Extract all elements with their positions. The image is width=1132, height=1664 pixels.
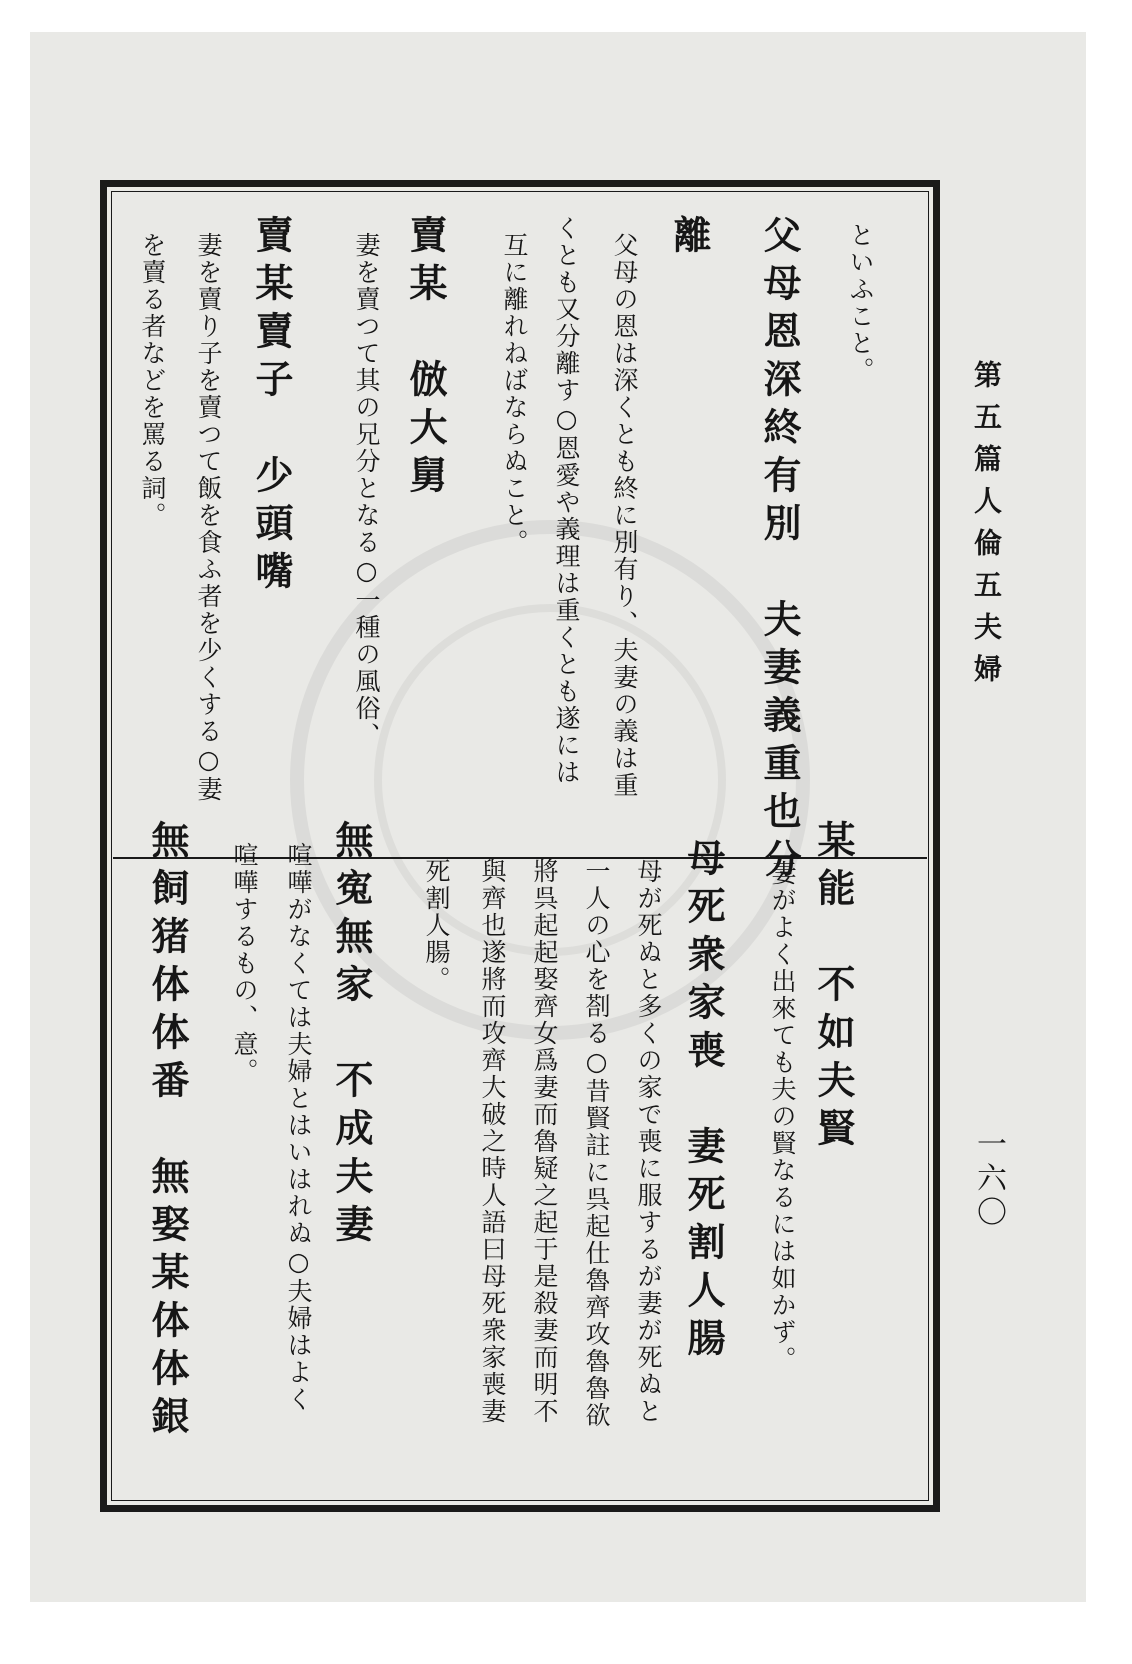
lower-col-8: 死割人腸。: [422, 858, 451, 993]
upper-col-3: 離: [667, 215, 712, 263]
lower-col-4: 母が死ぬと多くの家で喪に服するが妻が死ぬと: [634, 858, 663, 1425]
lower-col-9: 無寃無家 不成夫妻: [329, 820, 374, 1252]
lower-col-3: 母死衆家喪 妻死割人腸: [681, 838, 726, 1366]
running-header: 第五篇人倫五夫婦: [970, 360, 1003, 696]
lower-col-7: 與齊也遂將而攻齊大破之時人語曰母死衆家喪妻: [478, 858, 507, 1425]
lower-col-1: 某能 不如夫賢: [811, 820, 856, 1156]
page-number: 一六〇: [971, 1128, 1006, 1230]
upper-col-5: くとも又分離す○恩愛や義理は重くとも遂には: [552, 215, 581, 786]
lower-col-6: 將呉起起娶齊女爲妻而魯疑之起于是殺妻而明不: [530, 858, 559, 1425]
upper-col-11: を賣る者などを罵る詞。: [138, 232, 167, 529]
upper-col-9: 賣某賣子 少頭嘴: [249, 215, 294, 599]
lower-col-11: 喧嘩するもの、意。: [230, 842, 259, 1085]
upper-col-2: 父母恩深終有別 夫妻義重也分: [757, 215, 802, 887]
lower-col-2: 妻がよく出來ても夫の賢なるには如かず。: [768, 860, 797, 1373]
upper-col-6: 互に離れねばならぬこと。: [500, 232, 529, 556]
upper-col-4: 父母の恩は深くとも終に別有り、夫妻の義は重: [610, 232, 639, 799]
lower-col-10: 喧嘩がなくては夫婦とはいはれぬ○夫婦はよく: [284, 842, 313, 1413]
upper-col-8: 妻を賣つて其の兄分となる○一種の風俗、: [352, 232, 381, 749]
lower-col-12: 無飼猪体体番 無娶某体体銀: [145, 820, 190, 1444]
lower-col-5: 一人の心を剳る○昔賢註に呉起仕魯齊攻魯魯欲: [582, 858, 611, 1429]
upper-col-7: 賣某 倣大舅: [403, 215, 448, 503]
upper-col-10: 妻を賣り子を賣つて飯を食ふ者を少くする○妻: [194, 232, 223, 803]
upper-col-1: といふこと。: [846, 222, 875, 384]
